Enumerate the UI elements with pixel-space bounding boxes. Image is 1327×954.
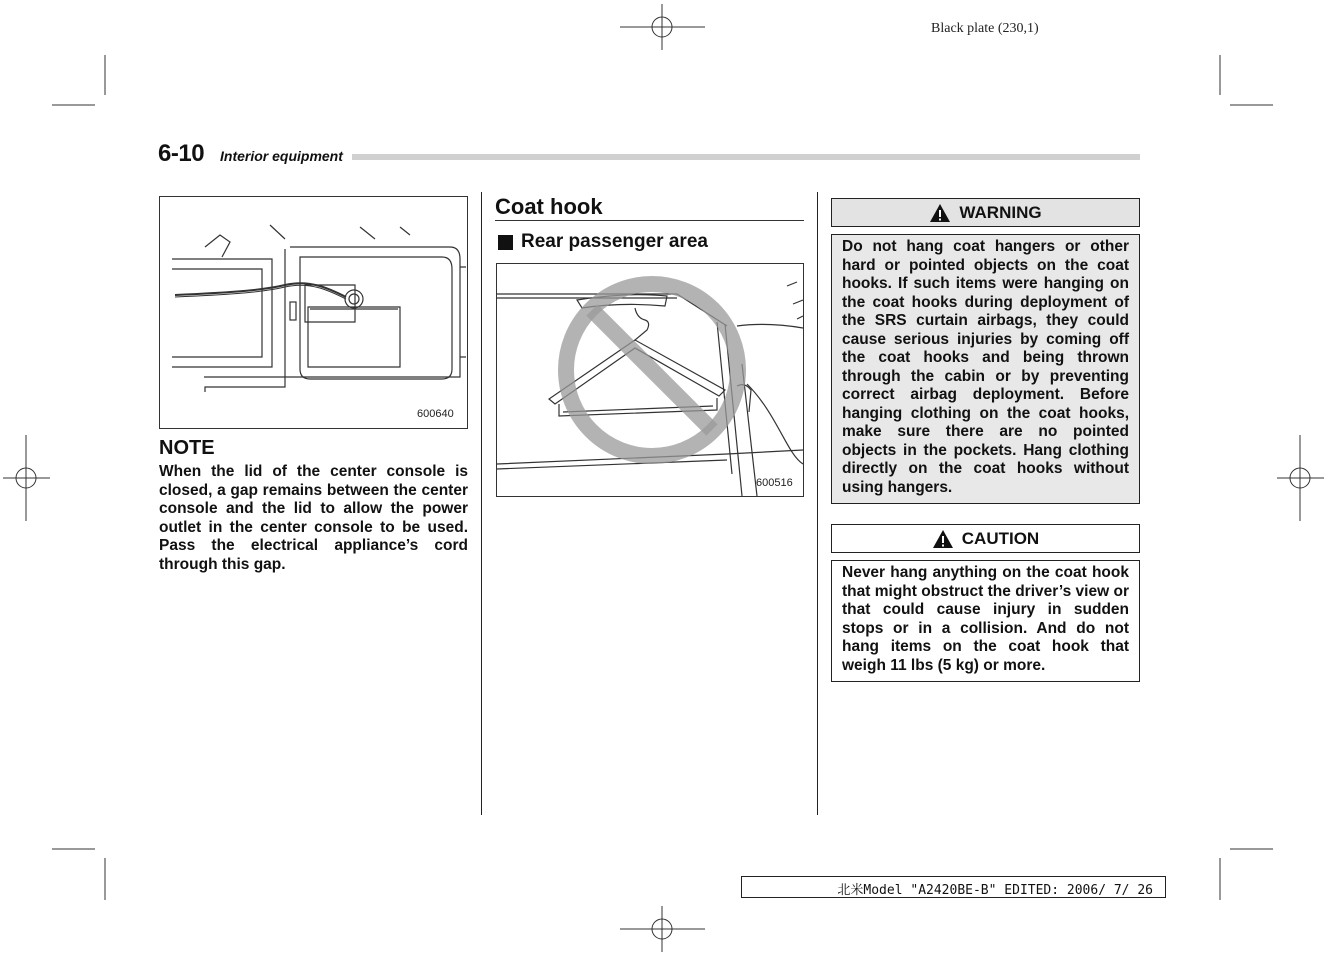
figure-coat-hook	[496, 263, 804, 497]
square-bullet-icon	[498, 235, 513, 250]
header-rule	[352, 154, 1140, 160]
caution-text: Never hang anything on the coat hook that might obstruct the driver’s view or that could cause injury in sudden stops or in a collision. And do not hang items on the coat hook that weigh 11 lbs (5 kg) or more.	[842, 564, 1129, 674]
note-title: NOTE	[159, 437, 215, 459]
rear-passenger-label: Rear passenger area	[521, 231, 708, 252]
warning-header	[831, 198, 1140, 227]
coat-hook-illustration	[497, 264, 803, 496]
column-divider-right	[817, 192, 818, 815]
center-console-illustration	[160, 197, 467, 428]
warning-box	[831, 234, 1140, 504]
caution-box	[831, 560, 1140, 682]
figure-code-left: 600640	[417, 408, 454, 420]
note-text: When the lid of the center console is closed, a gap remains between the center console and the lid to allow the power outlet in the center console to be used. Pass the electrical appliance’s cord through this gap.	[159, 463, 468, 573]
heading-rule	[495, 220, 804, 221]
coat-hook-heading: Coat hook	[495, 194, 603, 219]
figure-center-console	[159, 196, 468, 429]
warning-text: Do not hang coat hangers or other hard or pointed objects on the coat hooks. If such items were hanging on the coat hooks during deployment of the SRS curtain airbags, they could cause serious injuries by coming off the coat hooks and being thrown through the cabin or by preventing correct airbag deployment. Before hanging clothing on the coat hooks, make sure there are no pointed objects in the pockets. Hang clothing directly on the coat hooks without using hangers.	[842, 238, 1129, 496]
column-divider-left	[481, 192, 482, 815]
footer-edit-info: 北米Model "A2420BE-B" EDITED: 2006/ 7/ 26	[741, 876, 1166, 898]
rear-passenger-heading	[498, 231, 708, 253]
caution-label: CAUTION	[961, 528, 1040, 548]
warning-triangle-icon	[929, 203, 951, 223]
plate-label: Black plate (230,1)	[931, 21, 1039, 36]
figure-code-middle: 600516	[756, 477, 793, 489]
caution-triangle-icon	[932, 529, 954, 549]
section-title: Interior equipment	[220, 148, 343, 164]
caution-header	[831, 524, 1140, 553]
warning-label: WARNING	[959, 202, 1042, 222]
page-number: 6-10	[158, 140, 205, 167]
